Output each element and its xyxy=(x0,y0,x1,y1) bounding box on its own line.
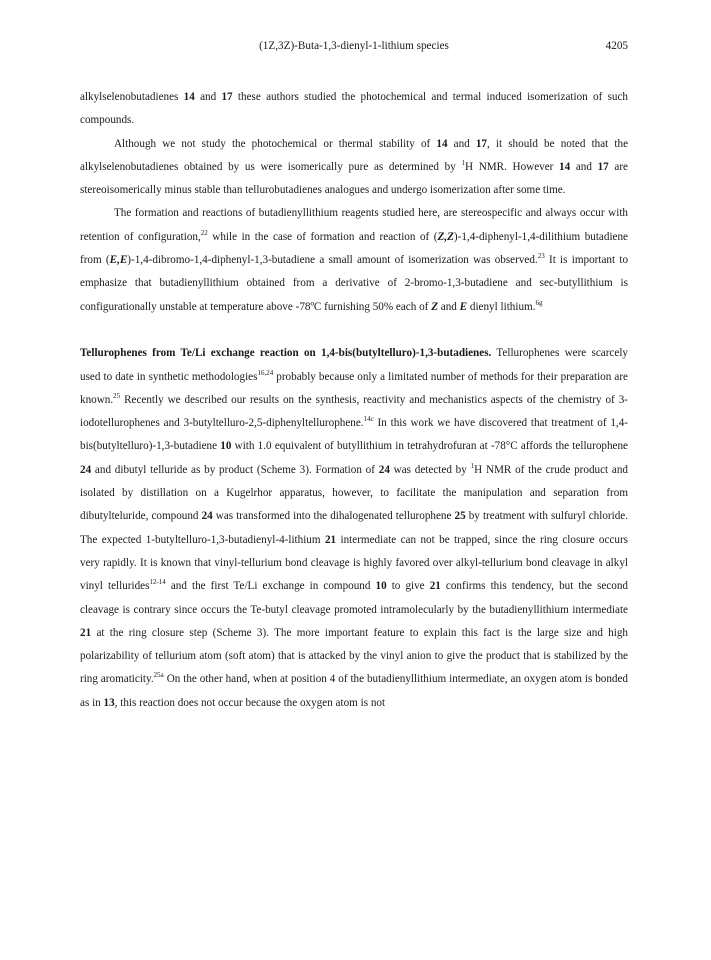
text-run: with 1.0 equivalent of butyllithium in tetrahydrofuran at -78°C affords the tellurophene xyxy=(231,440,628,453)
text-run: was detected by xyxy=(389,463,471,476)
superscript: 23 xyxy=(537,252,545,261)
bold-text: 17 xyxy=(597,160,609,173)
text-run: and xyxy=(447,137,476,150)
bold-text: 21 xyxy=(429,580,441,593)
bold-text: 24 xyxy=(378,463,390,476)
text-run: and xyxy=(570,160,598,173)
bold-italic-text: E,E xyxy=(109,254,128,267)
text-run: are stereoisomerically minus stable than tellurobutadienes analogues and undergo isomerization after some time. xyxy=(80,160,628,197)
superscript: 25a xyxy=(153,671,164,680)
text-run: to give xyxy=(386,580,430,593)
text-run: alkylselenobutadienes xyxy=(80,91,184,103)
text-run: , it should be noted that the alkylselenobutadienes obtained by us were isomerically pure as determined by xyxy=(80,137,629,173)
bold-text: 25 xyxy=(454,510,466,523)
bold-text: 13 xyxy=(103,696,115,709)
bold-italic-text: Z xyxy=(431,300,438,313)
bold-text: Tellurophenes from Te/Li exchange reaction on 1,4-bis(butyltelluro)-1,3-butadienes. xyxy=(80,347,492,360)
text-run: confirms this tendency, but the second cleavage is contrary since occurs the Te-butyl cleavage promoted intramolecularly by the butadienyllithium intermediate xyxy=(80,580,629,616)
text-run: intermediate can not be trapped, since the ring closure occurs very rapidly. It is known that vinyl-tellurium bond cleavage is highly favored over alkyl-tellurium bond cleavage in alkyl vinyl tellurides xyxy=(80,533,629,593)
bold-text: 14 xyxy=(436,137,448,150)
text-run: In this work we have discovered that treatment of 1,4-bis(butyltelluro)-1,3-butadiene xyxy=(80,417,628,453)
bold-italic-text: E xyxy=(459,300,468,313)
text-run: and dibutyl telluride as by product (Scheme 3). Formation of xyxy=(91,463,379,476)
text-run: these authors studied the photochemical and termal induced isomerization of such compounds. xyxy=(80,91,629,127)
superscript: 6g xyxy=(535,298,543,307)
text-run: On the other hand, when at position 4 of the butadienyllithium intermediate, an oxygen atom is bonded as in xyxy=(80,673,628,709)
text-run: It is important to emphasize that butadienyllithium obtained from a derivative of 2-bromo-1,3-butadiene and sec-butyllithium is configurationally unstable at temperature above -78ºC furnishing 50% each of xyxy=(80,254,629,313)
body-text xyxy=(80,86,628,715)
superscript: 25 xyxy=(113,391,121,400)
text-run: Tellurophenes were scarcely used to date in synthetic methodologies xyxy=(80,347,628,383)
bold-text: 21 xyxy=(324,533,337,546)
text-run: H NMR. However xyxy=(464,160,560,173)
text-run: , this reaction does not occur because the oxygen atom is not xyxy=(114,696,386,709)
text-run: was transformed into the dihalogenated tellurophene xyxy=(212,510,455,523)
text-run: dienyl lithium. xyxy=(467,300,536,313)
text-run: Although we not study the photochemical or thermal stability of xyxy=(114,137,437,150)
bold-text: 10 xyxy=(220,440,232,453)
bold-text: 24 xyxy=(201,510,213,523)
text-run: probably because only a limitated number of methods for their preparation are known. xyxy=(80,370,628,406)
paragraph xyxy=(80,133,628,203)
page-number: 4205 xyxy=(605,40,628,52)
text-run: and xyxy=(194,91,222,103)
superscript: 14c xyxy=(363,415,374,424)
text-run: and xyxy=(438,300,460,313)
bold-text: 10 xyxy=(375,580,387,593)
bold-italic-text: Z,Z xyxy=(437,230,454,243)
text-run: )-1,4-dibromo-1,4-diphenyl-1,3-butadiene a small amount of isomerization was observed. xyxy=(127,254,538,267)
running-head-title: (1Z,3Z)-Buta-1,3-dienyl-1-lithium species xyxy=(259,40,449,52)
bold-text: 24 xyxy=(80,463,92,476)
running-head xyxy=(80,36,628,56)
superscript: 16,24 xyxy=(257,368,274,377)
superscript: 12-14 xyxy=(149,578,166,587)
bold-text: 14 xyxy=(183,91,195,103)
bold-text: 14 xyxy=(559,160,571,173)
text-run: by treatment with sulfuryl chloride. The expected 1-butyltelluro-1,3-butadienyl-4-lithium xyxy=(80,510,628,546)
superscript: 22 xyxy=(200,228,208,237)
superscript: 1 xyxy=(461,158,465,167)
text-run: Recently we described our results on the synthesis, reactivity and mechanistics aspects of the chemistry of 3-iodotellurophenes and 3-butyltelluro-2,5-diphenyltellurophene. xyxy=(80,393,628,430)
paragraph xyxy=(80,86,628,133)
text-run: The formation and reactions of butadienyllithium reagents studied here, are stereospecific and always occur with retention of configuration, xyxy=(80,207,628,243)
paragraph xyxy=(80,342,628,715)
text-run: while in the case of formation and reaction of ( xyxy=(207,230,438,243)
text-run: and the first Te/Li exchange in compound xyxy=(165,580,376,593)
text-run: H NMR of the crude product and isolated by distillation on a Kugelrhor apparatus, however, to facilitate the manipulation and separation from dibutylteluride, compound xyxy=(80,463,628,523)
superscript: 1 xyxy=(470,461,475,470)
paragraph xyxy=(80,202,628,318)
text-run: )-1,4-diphenyl-1,4-dilithium butadiene from ( xyxy=(80,230,629,267)
bold-text: 17 xyxy=(475,137,487,150)
bold-text: 17 xyxy=(221,91,233,103)
text-run: at the ring closure step (Scheme 3). The more important feature to explain this fact is the large size and high polarizability of tellurium atom (soft atom) that is attacked by the vinyl anion to give the product that is stabilized by the ring aromaticity. xyxy=(80,626,628,686)
bold-text: 21 xyxy=(80,626,92,639)
